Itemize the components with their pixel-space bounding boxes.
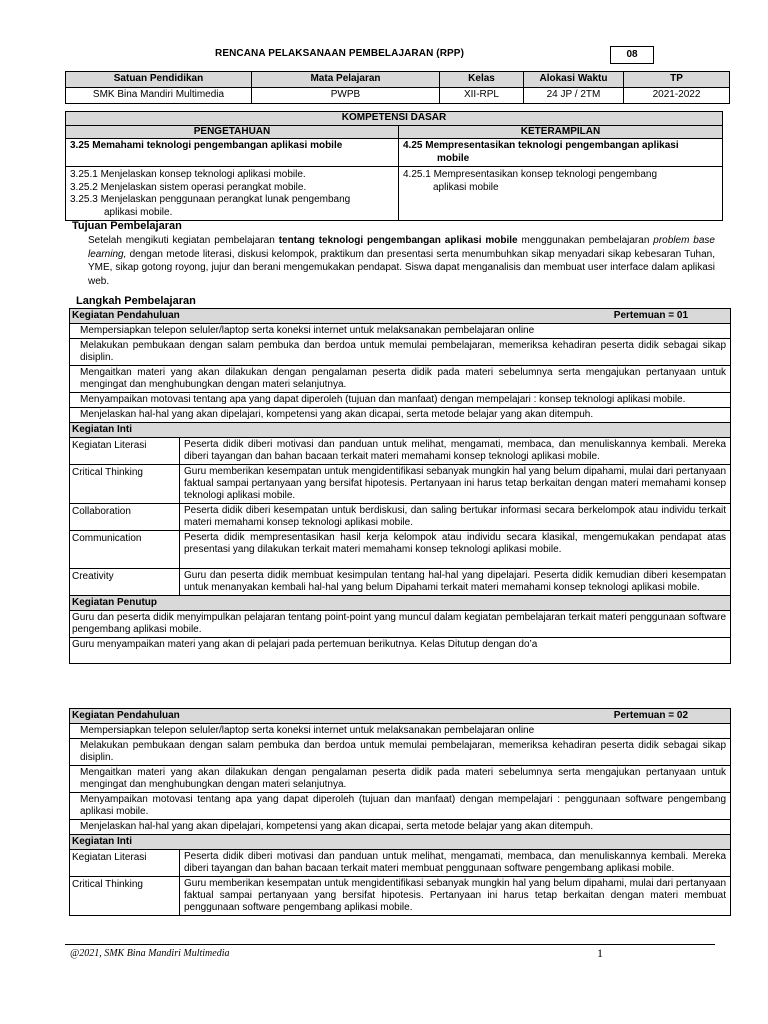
document-number: 08 — [610, 46, 654, 64]
info-header-tp: TP — [624, 72, 730, 88]
footer-copyright: @2021, SMK Bina Mandiri Multimedia — [70, 948, 230, 959]
meeting-1-pendahuluan-band — [70, 309, 731, 324]
info-value-satuan: SMK Bina Mandiri Multimedia — [66, 88, 252, 104]
tujuan-text-5: dengan metode literasi, diskusi kelompok, praktikum dan presentasi serta menumbuhkan sikap menyadari sikap kebesaran Tuhan, YME, sikap gotong royong, jujur dan berani mengemukakan pendapat. Siswa dapat menganalisis dan membuat user interface dalam aplikasi web. — [88, 248, 715, 287]
kd-pengetahuan — [66, 139, 399, 167]
tujuan-text-1: Setelah mengikuti kegiatan pembelajaran — [88, 235, 279, 246]
info-header-alokasi: Alokasi Waktu — [524, 72, 624, 88]
meeting-2-table — [69, 708, 731, 916]
inti-desc: Guru memberikan kesempatan untuk mengidentifikasi sebanyak mungkin hal yang belum dipahami, mulai dari pertanyaan faktual sampai pertanyaan yang bersifat hipotesis. Pertanyaan ini harus tetap berkaitan dengan materi memahami konsep teknologi aplikasi mobile. — [180, 465, 731, 504]
list-item: Melakukan pembukaan dengan salam pembuka dan berdoa untuk memulai pembelajaran, memeriksa kehadiran peserta didik sebagai sikap disiplin. — [70, 339, 731, 366]
meeting-1-pendahuluan-label: Kegiatan Pendahuluan — [72, 310, 180, 321]
inti-label: Collaboration — [70, 504, 180, 531]
table-row — [70, 877, 731, 916]
footer-page-number: 1 — [597, 946, 603, 960]
langkah-heading: Langkah Pembelajaran — [76, 295, 196, 307]
indikator-pengetahuan-3b: aplikasi mobile. — [104, 206, 173, 218]
inti-desc: Guru dan peserta didik membuat kesimpulan tentang hal-hal yang dipelajari. Peserta didik kemudian diberi kesempatan untuk menanyakan kembali hal-hal yang belum Dipahami terkait materi memahami konsep teknologi aplikasi mobile. — [180, 569, 731, 596]
indikator-pengetahuan-3: 3.25.3 Menjelaskan penggunaan perangkat lunak pengembang — [70, 194, 351, 205]
document-title: RENCANA PELAKSANAAN PEMBELAJARAN (RPP) — [215, 48, 464, 59]
info-value-kelas: XII-RPL — [440, 88, 524, 104]
tujuan-heading: Tujuan Pembelajaran — [72, 220, 182, 232]
meeting-2-inti-band: Kegiatan Inti — [70, 835, 731, 850]
meeting-2-pendahuluan-label: Kegiatan Pendahuluan — [72, 710, 180, 721]
meeting-2-pertemuan: Pertemuan = 02 — [613, 710, 689, 721]
table-row — [70, 569, 731, 596]
tujuan-text-bold: tentang teknologi pengembangan aplikasi mobile — [278, 235, 518, 246]
meeting-1-penutup-band: Kegiatan Penutup — [70, 596, 731, 611]
info-header-row — [66, 72, 730, 88]
meeting-1-table — [69, 308, 731, 664]
kd-keterampilan-line-1: 4.25 Mempresentasikan teknologi pengembangan aplikasi — [403, 140, 679, 151]
kd-pengetahuan-text: 3.25 Memahami teknologi pengembangan aplikasi mobile — [70, 140, 343, 151]
list-item: Mengaitkan materi yang akan dilakukan dengan pengalaman peserta didik pada materi sebelumnya serta mengajukan pertanyaan untuk mengingat dan menghubungkan dengan materi selanjutnya. — [70, 766, 731, 793]
footer-divider — [65, 944, 715, 945]
table-row — [70, 438, 731, 465]
tujuan-paragraph — [88, 234, 715, 288]
list-item: Mempersiapkan telepon seluler/laptop serta koneksi internet untuk melaksanakan pembelajaran online — [70, 324, 731, 339]
inti-label: Critical Thinking — [70, 465, 180, 504]
kd-keterampilan-line-2: mobile — [437, 152, 470, 164]
indikator-pengetahuan-1: 3.25.1 Menjelaskan konsep teknologi aplikasi mobile. — [70, 169, 306, 180]
tujuan-text-3: menggunakan pembelajaran — [517, 235, 654, 246]
inti-label: Creativity — [70, 569, 180, 596]
indikator-keterampilan-1b: aplikasi mobile — [433, 181, 499, 193]
tujuan-text-italic: problem base learning, — [88, 235, 715, 260]
list-item: Guru dan peserta didik menyimpulkan pelajaran tentang point-point yang muncul dalam kegiatan pembelajaran terkait materi penggunaan software pengembang aplikasi mobile. — [70, 611, 731, 638]
inti-desc: Guru memberikan kesempatan untuk mengidentifikasi sebanyak mungkin hal yang belum dipahami, mulai dari pertanyaan faktual sampai pertanyaan yang bersifat hipotesis. Pertanyaan ini harus tetap berkaitan dengan materi membuat penggunaan software pengembang aplikasi mobile. — [180, 877, 731, 916]
inti-label: Communication — [70, 531, 180, 569]
info-table — [65, 71, 730, 104]
kd-keterampilan — [399, 139, 723, 167]
info-header-satuan: Satuan Pendidikan — [66, 72, 252, 88]
info-value-tp: 2021-2022 — [624, 88, 730, 104]
meeting-1-inti-band: Kegiatan Inti — [70, 423, 731, 438]
list-item: Menjelaskan hal-hal yang akan dipelajari, kompetensi yang akan dicapai, serta metode belajar yang akan ditempuh. — [70, 408, 731, 423]
inti-label: Kegiatan Literasi — [70, 850, 180, 877]
info-value-alokasi: 24 JP / 2TM — [524, 88, 624, 104]
inti-desc: Peserta didik diberi motivasi dan panduan untuk melihat, mengamati, membaca, dan menuliskannya kembali. Mereka diberi tayangan dan bahan bacaan terkait materi memahami konsep teknologi aplikasi mobile. — [180, 438, 731, 465]
table-row — [70, 531, 731, 569]
indikator-keterampilan — [399, 167, 723, 221]
table-row — [70, 850, 731, 877]
list-item: Melakukan pembukaan dengan salam pembuka dan berdoa untuk memulai pembelajaran, memeriksa kehadiran peserta didik sebagai sikap disiplin. — [70, 739, 731, 766]
kompetensi-table — [65, 111, 723, 221]
indikator-pengetahuan-2: 3.25.2 Menjelaskan sistem operasi perangkat mobile. — [70, 181, 307, 193]
info-header-kelas: Kelas — [440, 72, 524, 88]
inti-label: Critical Thinking — [70, 877, 180, 916]
list-item: Mengaitkan materi yang akan dilakukan dengan pengalaman peserta didik pada materi sebelumnya serta mengajukan pertanyaan untuk mengingat dan menghubungkan dengan materi selanjutnya. — [70, 366, 731, 393]
inti-desc: Peserta didik mempresentasikan hasil kerja kelompok atau individu secara klasikal, mengemukakan pendapat atas presentasi yang dilakukan terkait materi memahami konsep teknologi aplikasi mobile. — [180, 531, 731, 569]
table-row — [70, 465, 731, 504]
list-item: Menjelaskan hal-hal yang akan dipelajari, kompetensi yang akan dicapai, serta metode belajar yang akan ditempuh. — [70, 820, 731, 835]
list-item: Menyampaikan motovasi tentang apa yang dapat diperoleh (tujuan dan manfaat) dengan mempelajari : konsep teknologi aplikasi mobile. — [70, 393, 731, 408]
info-header-mapel: Mata Pelajaran — [252, 72, 440, 88]
indikator-pengetahuan — [66, 167, 399, 221]
pengetahuan-label: PENGETAHUAN — [66, 125, 399, 139]
inti-desc: Peserta didik diberi kesempatan untuk berdiskusi, dan saling bertukar informasi secara berkelompok atau individu terkait materi memahami konsep teknologi aplikasi mobile. — [180, 504, 731, 531]
info-value-row — [66, 88, 730, 104]
list-item: Mempersiapkan telepon seluler/laptop serta koneksi internet untuk melaksanakan pembelajaran online — [70, 724, 731, 739]
list-item: Guru menyampaikan materi yang akan di pelajari pada pertemuan berikutnya. Kelas Ditutup dengan do’a — [70, 638, 731, 664]
info-value-mapel: PWPB — [252, 88, 440, 104]
inti-label: Kegiatan Literasi — [70, 438, 180, 465]
indikator-keterampilan-1: 4.25.1 Mempresentasikan konsep teknologi pengembang — [403, 169, 658, 180]
table-row — [70, 504, 731, 531]
list-item: Menyampaikan motovasi tentang apa yang dapat diperoleh (tujuan dan manfaat) dengan mempelajari : penggunaan software pengembang aplikasi mobile. — [70, 793, 731, 820]
meeting-2-pendahuluan-band — [70, 709, 731, 724]
kompetensi-title: KOMPETENSI DASAR — [66, 112, 723, 126]
keterampilan-label: KETERAMPILAN — [399, 125, 723, 139]
meeting-1-pertemuan: Pertemuan = 01 — [613, 310, 689, 321]
inti-desc: Peserta didik diberi motivasi dan panduan untuk melihat, mengamati, membaca, dan menuliskannya kembali. Mereka diberi tayangan dan bahan bacaan terkait materi membuat penggunaan software pengembang aplikasi mobile. — [180, 850, 731, 877]
